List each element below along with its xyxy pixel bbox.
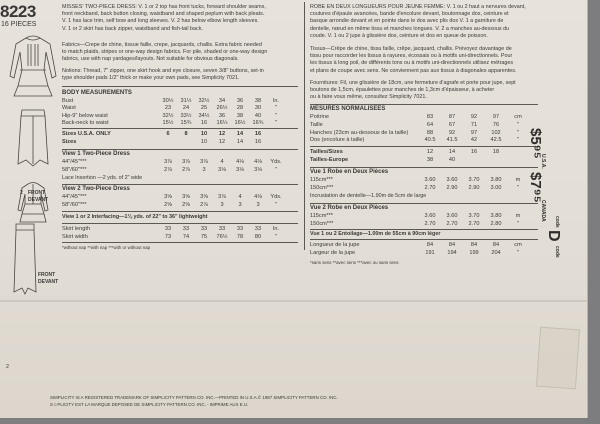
body-measurement-cell: 33½ — [180, 112, 192, 119]
vue1-metrage-label: 115cm*** — [310, 177, 333, 183]
jupe-mesure-label: Largeur de la jupe — [310, 249, 356, 256]
desc-line: ROBE EN DEUX LONGUEURS POUR JEUNE FEMME: V. 1 ou 2 haut a nervures devant, — [310, 4, 526, 10]
skirt-measurement-cell: " — [275, 233, 277, 240]
mesure-label: Hanches (23cm au-dessous de la taille) — [310, 129, 409, 136]
body-measurement-cell: 32½ — [162, 112, 174, 119]
body-measurement-cell: 38 — [236, 112, 244, 119]
divider — [310, 229, 538, 230]
english-notions — [62, 68, 297, 82]
english-fabrics — [62, 42, 297, 64]
view2-yardage-cell: Yds. — [270, 194, 282, 200]
mesure-cell: 92 — [448, 129, 456, 136]
divider — [62, 149, 298, 150]
desc-line: V. 1 has lace trim, self bow and long sleeves. V. 2 has below elbow length sleeves. — [62, 18, 259, 25]
divider — [62, 184, 298, 185]
view1-yardage-cell: 3⅞ — [164, 159, 172, 165]
desc-line: MISSES' TWO-PIECE DRESS: V. 1 or 2 top has front tucks, forward shoulder seams, — [62, 4, 266, 10]
interfacing-line: View 1 or 2 Interfacing—1⅛ yds. of 22" to 36" lightweight — [62, 214, 208, 220]
mesure-cell: cm — [514, 114, 522, 120]
vue1-metrage-row — [310, 177, 546, 185]
skirt-measurement-cell: 78 — [236, 233, 244, 240]
mesure-cell: 42 — [470, 137, 478, 144]
devant-label: DEVANT — [28, 197, 49, 203]
view1-yardage-cell: 3⅛ — [254, 166, 262, 173]
size-cell: 8 — [184, 131, 188, 137]
size-cell: 38 — [426, 157, 434, 163]
mesure-cell: 97 — [492, 114, 500, 120]
view2-figure-label: 2 — [20, 190, 23, 196]
tissus-line: les tissus à long poil, de différents tons ou à motifs uni-directionnels utilisez métrages — [310, 60, 514, 67]
view1-yardage-cell: " — [275, 166, 277, 173]
size-cell: 14 — [236, 131, 244, 137]
fournitures-line: ou à faire vous même, consultez Simplicity 7021. — [310, 94, 427, 101]
mesure-cell: " — [517, 137, 519, 144]
jupe-mesure-cell: 84 — [492, 242, 500, 248]
view2-yardage-cell: 3⅝ — [200, 194, 208, 200]
size-cell: 12 — [218, 131, 226, 137]
skirt-measurement-label: Skirt width — [62, 233, 88, 240]
fournitures-line: Fournitures: Fil, une glissière de 18cm, une fermeture d'agrafe et porte pour jupe, sept — [310, 80, 516, 86]
size-cell: 16 — [254, 139, 262, 145]
body-measurement-cell: 40 — [254, 112, 262, 119]
vue1-metrage-cell: 3.70 — [468, 177, 480, 183]
view2-yardage-cell: 3 — [220, 201, 224, 208]
body-measurement-cell: 16½ — [234, 120, 246, 127]
notions-line: type shoulder pads 1/2" thick or make your own pads, see Simplicity 7021. — [62, 75, 240, 82]
size-cell: 18 — [492, 149, 500, 155]
size-cell: 12 — [426, 149, 434, 155]
skirt-measurement-cell: 74 — [182, 233, 190, 240]
vue1-metrage-cell: 2.90 — [468, 184, 480, 191]
divider — [62, 128, 298, 129]
french-fournitures — [310, 80, 540, 102]
skirt-measurement-cell: 80 — [254, 233, 262, 240]
view1-yardage-row — [62, 159, 298, 167]
entoilage-line: Vue 1 ou 2 Entoilage—1.00m de 55cm à 90cm léger — [310, 231, 441, 237]
price-usa-label: U.S.A. — [540, 154, 546, 169]
body-measurement-cell: 26½ — [216, 105, 228, 112]
tissus-line: et plans de coupe avec sens. Ne conviennent pas aux tissus à diagonales apparentes. — [310, 67, 517, 74]
view2-yardage-cell: 3 — [238, 201, 242, 208]
size-cell: 14 — [448, 149, 456, 155]
trademark-line: SIMPLICITY IS A REGISTERED TRADEMARK OF SIMPLICITY PATTERN CO. INC.—PRINTED IN U.S.A.© 1987 SIMPLICITY PATTERN CO. INC. — [50, 395, 338, 400]
vue2-metrage-cell: 2.70 — [468, 220, 480, 227]
size-cell: 14 — [236, 139, 244, 145]
tissus-line: Tissus—Crêpe de chine, tissu faille, crêpe, jacquard, challis. Prévoyez davantage de — [310, 46, 512, 52]
code-label: code — [554, 216, 560, 228]
divider — [62, 242, 298, 243]
divider — [62, 211, 298, 212]
jupe-mesure-cell: 84 — [470, 242, 478, 248]
body-measurement-cell: 36 — [218, 112, 226, 119]
vue2-title: Vue 2 Robe en Deux Pièces — [310, 205, 389, 211]
front-label: FRONT — [28, 190, 46, 196]
sizes-row — [62, 139, 298, 147]
view2-yardage-cell: 2⅝ — [182, 201, 190, 208]
size-cell: 12 — [218, 139, 226, 145]
view2-yardage-cell: 3 — [256, 201, 260, 208]
size-cell: 10 — [200, 131, 208, 137]
french-tissus — [310, 46, 540, 75]
jupe-mesure-cell: 84 — [448, 242, 456, 248]
divider — [310, 239, 538, 240]
view1-yardage-row — [62, 167, 298, 175]
pattern-number: 8223 — [0, 2, 36, 21]
mesure-cell: 41.5 — [446, 137, 458, 144]
fabrics-line: fabrics, use with nap yardages/layouts. Not suitable for obvious diagonals. — [62, 56, 239, 63]
size-cell: 10 — [200, 139, 208, 145]
body-measurement-cell: " — [275, 120, 277, 127]
lace-insertion: Lace Insertion —2 yds. of 2" wide — [62, 175, 143, 181]
mesure-cell: 97 — [470, 129, 478, 136]
mesure-cell: 102 — [491, 129, 501, 136]
vue2-metrage-label: 150cm*** — [310, 220, 334, 227]
body-measurement-cell: 23 — [164, 105, 172, 112]
mesure-label: Poitrine — [310, 114, 329, 120]
vue2-metrage-cell: " — [517, 220, 519, 227]
body-measurement-row — [62, 120, 298, 127]
jupe-mesure-cell: cm — [514, 242, 522, 248]
view1-yardage-cell: 3 — [202, 166, 206, 173]
view1-title: View 1 Two-Piece Dress — [62, 151, 130, 157]
mesure-cell: " — [517, 121, 519, 128]
vue1-metrage-cell: 2.90 — [446, 184, 458, 191]
vue2-metrage-cell: m — [515, 213, 521, 219]
english-footnote: *without nap **with nap ***with or without nap — [62, 245, 151, 250]
view2-yardage-cell: 3⅝ — [182, 194, 190, 200]
jupe-mesure-cell: 194 — [447, 249, 457, 256]
tissus-line: tissu pour raccorder les tissus à rayures, écossais ou à motifs uni-directionnels. Pour — [310, 53, 513, 60]
desc-line: dentelle, nœud en même tissu et manches longues. V. 2 a manches au-dessous du — [310, 25, 510, 32]
mesure-row — [310, 130, 546, 138]
view2-yardage-cell: 2⅝ — [164, 201, 172, 208]
tailles-label: Tailles/Sizes — [310, 149, 343, 155]
body-measurement-row — [62, 105, 298, 112]
body-measurement-label: Bust — [62, 98, 74, 104]
vue2-metrage-cell: 3.80 — [490, 213, 502, 219]
body-measurement-cell: " — [275, 112, 277, 119]
vue1-metrage-label: 150cm*** — [310, 184, 334, 191]
divider — [310, 167, 538, 168]
mesure-cell: 87 — [448, 114, 456, 120]
desc-line: V. 1 or 2 skirt has back zipper, waistband and fish-tail back. — [62, 25, 203, 32]
view2-yardage-cell: 4 — [238, 194, 242, 200]
mesure-cell: 40.5 — [424, 137, 436, 144]
vue2-metrage-cell: 2.80 — [490, 220, 502, 227]
skirt-front-label: FRONT — [38, 272, 56, 278]
skirt-devant-label: DEVANT — [38, 279, 59, 285]
jupe-mesure-cell: 84 — [426, 242, 434, 248]
price-code: D — [545, 230, 562, 242]
sizes-usa-row — [62, 131, 298, 139]
view1-yardage-label: 44"/45"*** — [62, 159, 87, 165]
size-cell: 16 — [254, 131, 262, 137]
body-measurement-cell: 31½ — [180, 98, 192, 104]
desc-line: coude. V. 1 ou 2 jupe à glissière dos, ceinture et dos en queue de poisson. — [310, 32, 488, 39]
view1-yardage-cell: 4 — [220, 159, 224, 165]
body-measurement-cell: 16¾ — [252, 120, 264, 127]
sizes-label: Sizes — [62, 139, 77, 145]
view1-yardage-cell: 2⅞ — [164, 166, 172, 173]
mesure-cell: 71 — [470, 121, 478, 128]
skirt-measurement-cell: 33 — [164, 226, 172, 232]
vue2-metrage-cell: 2.70 — [446, 220, 458, 227]
view2-yardage-row — [62, 194, 298, 202]
desc-line: coutures d'épaule avancées, bande d'encolure devant, boutonnage dos, ceinture et — [310, 11, 509, 18]
skirt-measurement-label: Skirt length — [62, 226, 90, 232]
column-divider — [304, 2, 305, 250]
desc-line: front neckband, back button closing, waistband and shaped peplum with back pleats. — [62, 11, 265, 18]
divider — [310, 104, 538, 105]
view1-yardage-cell: 2⅞ — [182, 166, 190, 173]
divider — [310, 203, 538, 204]
view1-yardage-cell: 3⅛ — [236, 166, 244, 173]
tailles-europe-row — [310, 157, 538, 165]
fabrics-line: to match plaids, stripes or one-way design fabrics. For pile, shaded or one-way design — [62, 49, 268, 56]
mesure-cell: 92 — [470, 114, 478, 120]
body-measurement-cell: 16¼ — [216, 120, 228, 127]
view1-yardage-label: 58"/60"*** — [62, 166, 87, 173]
vue1-title: Vue 1 Robe en Deux Pièces — [310, 169, 389, 175]
skirt-measurement-cell: 33 — [182, 226, 190, 232]
price-usa: $5⁹⁵ — [527, 128, 544, 159]
body-measurement-cell: In. — [272, 98, 280, 104]
body-measurement-cell: 38 — [254, 98, 262, 104]
fabrics-line: Fabrics—Crepe de chine, tissue faille, crepe, jacquards, challis. Extra fabric needed — [62, 42, 262, 48]
mesure-label: Dos (encolure à taille) — [310, 137, 365, 144]
mesure-cell: 42.5 — [490, 137, 502, 144]
skirt-measurement-cell: 73 — [164, 233, 172, 240]
skirt-measurement-cell: 33 — [218, 226, 226, 232]
vue2-metrage-row — [310, 221, 546, 229]
mesure-cell: 88 — [426, 129, 434, 136]
body-measurement-cell: 15½ — [162, 120, 174, 127]
size-cell: 16 — [470, 149, 478, 155]
skirt-measurement-cell: 33 — [254, 226, 262, 232]
body-measurement-row — [62, 98, 298, 105]
vue2-metrage-label: 115cm*** — [310, 213, 333, 219]
view2-title: View 2 Two-Piece Dress — [62, 186, 130, 192]
view2-yardage-cell: 2⅞ — [200, 201, 208, 208]
vue2-metrage-cell: 2.70 — [424, 220, 436, 227]
vue1-metrage-cell: m — [515, 177, 521, 183]
body-measurement-row — [62, 113, 298, 120]
view2-yardage-row — [62, 202, 298, 210]
view1-yardage-cell: 4⅛ — [236, 159, 244, 165]
divider — [62, 223, 298, 224]
jupe-mesure-label: Longueur de la jupe — [310, 242, 360, 248]
body-measurement-cell: 32½ — [198, 98, 210, 104]
tailles-row — [310, 149, 538, 157]
divider — [310, 146, 538, 147]
view2-yardage-cell: 4⅛ — [254, 194, 262, 200]
mesure-row — [310, 122, 546, 130]
view2-yardage-cell: 3⅝ — [164, 194, 172, 200]
skirt-measurement-row — [62, 226, 298, 234]
view1-yardage-cell: 4⅛ — [254, 159, 262, 165]
view2-yardage-label: 58"/60"*** — [62, 201, 87, 208]
body-measurement-cell: 28 — [236, 105, 244, 112]
skirt-sketch — [10, 222, 40, 300]
jupe-mesure-cell: 199 — [469, 249, 479, 256]
vue1-metrage-cell: 3.60 — [446, 177, 458, 183]
skirt-measurement-row — [62, 234, 298, 242]
body-measurement-cell: 30 — [254, 105, 262, 112]
mesure-row — [310, 114, 546, 122]
body-measurements-title: BODY MEASUREMENTS — [62, 90, 132, 96]
view2-yardage-label: 44"/45"*** — [62, 194, 87, 200]
jupe-mesure-cell: 204 — [491, 249, 501, 256]
french-footnote: *sans sens **avec sens ***avec ou sans sens — [310, 260, 399, 265]
french-description — [310, 4, 540, 40]
vue2-metrage-row — [310, 213, 546, 221]
fournitures-line: boutons de 1,5cm, épaulettes pour manches de 1,3cm d'épaisseur, à acheter — [310, 87, 495, 94]
jupe-mesure-row — [310, 242, 546, 250]
tailles-europe-label: Tailles-Europe — [310, 157, 349, 163]
pieces-count: 16 PIECES — [1, 21, 37, 28]
body-measurement-label: Back-neck to waist — [62, 120, 109, 127]
vue1-metrage-cell: 3.60 — [424, 177, 436, 183]
size-cell: 6 — [166, 131, 170, 137]
notions-line: Notions: Thread, 7" zipper, one skirt hook and eye closure, seven 3/8" buttons, set-in — [62, 68, 264, 74]
trademark-line-fr: S☺PLICITY EST LA MARQUE DEPOSEE DE SIMPLICITY PATTERN CO. INC. - IMPRIME AUX E.U. — [50, 402, 249, 407]
mesure-cell: 64 — [426, 121, 434, 128]
jupe-mesure-cell: " — [517, 249, 519, 256]
skirt-measurement-cell: 76½ — [216, 233, 228, 240]
vue2-metrage-cell: 3.70 — [468, 213, 480, 219]
vue1-metrage-cell: 3.80 — [490, 177, 502, 183]
mesure-cell: " — [517, 129, 519, 136]
english-description — [62, 4, 297, 33]
skirt-measurement-cell: 75 — [200, 233, 208, 240]
mesure-row — [310, 137, 546, 145]
vue1-metrage-cell: 2.70 — [424, 184, 436, 191]
incrustation-line: Incrustation de dentelle—1.90m de 5cm de large — [310, 193, 427, 199]
mesure-label: Taille — [310, 121, 323, 128]
divider — [62, 86, 298, 87]
view1-yardage-cell: 3⅛ — [218, 166, 226, 173]
view2-yardage-cell: 3⅞ — [218, 194, 226, 200]
skirt-measurement-cell: 33 — [200, 226, 208, 232]
body-measurement-cell: 34½ — [198, 112, 210, 119]
vue1-metrage-cell: " — [517, 184, 519, 191]
skirt-measurement-cell: In. — [272, 226, 280, 232]
view1-yardage-cell: 3⅞ — [182, 159, 190, 165]
mesures-title: MESURES NORMALISEES — [310, 106, 386, 112]
view1-yardage-cell: 3⅞ — [200, 159, 208, 165]
mesure-cell: 76 — [492, 121, 500, 128]
body-measurement-cell: 16 — [200, 120, 208, 127]
price-canada: $7⁹⁵ — [527, 172, 544, 203]
vue1-metrage-row — [310, 185, 546, 193]
view1-yardage-cell: Yds. — [270, 159, 282, 165]
body-measurement-cell: 25 — [200, 105, 208, 112]
code-label-fr: code — [554, 246, 560, 258]
body-measurement-cell: 30½ — [162, 98, 174, 104]
skirt-measurement-cell: 33 — [236, 226, 244, 232]
view2-yardage-cell: " — [275, 201, 277, 208]
mesure-cell: 67 — [448, 121, 456, 128]
body-measurement-label: Waist — [62, 105, 76, 112]
body-measurement-cell: 34 — [218, 98, 226, 104]
page-number: 2 — [6, 364, 9, 370]
mesure-cell: 83 — [426, 114, 434, 120]
vue2-metrage-cell: 3.60 — [424, 213, 436, 219]
tape-mark — [536, 327, 580, 390]
jupe-mesure-row — [310, 250, 546, 258]
size-cell: 40 — [448, 157, 456, 163]
jupe-mesure-cell: 191 — [425, 249, 435, 256]
desc-line: basque arrondie devant et en pointe dans le dos avec plis dos V. 1 a garniture de — [310, 18, 504, 25]
vue2-metrage-cell: 3.60 — [446, 213, 458, 219]
body-measurement-cell: " — [275, 105, 277, 112]
price-canada-label: CANADA — [540, 200, 546, 222]
sizes-usa-label: Sizes U.S.A. ONLY — [62, 131, 111, 137]
vue1-metrage-cell: 3.00 — [490, 184, 502, 191]
body-measurement-label: Hip-9" below waist — [62, 112, 108, 119]
body-measurement-cell: 24 — [182, 105, 190, 112]
body-measurement-cell: 15¾ — [180, 120, 192, 127]
body-measurement-cell: 36 — [236, 98, 244, 104]
